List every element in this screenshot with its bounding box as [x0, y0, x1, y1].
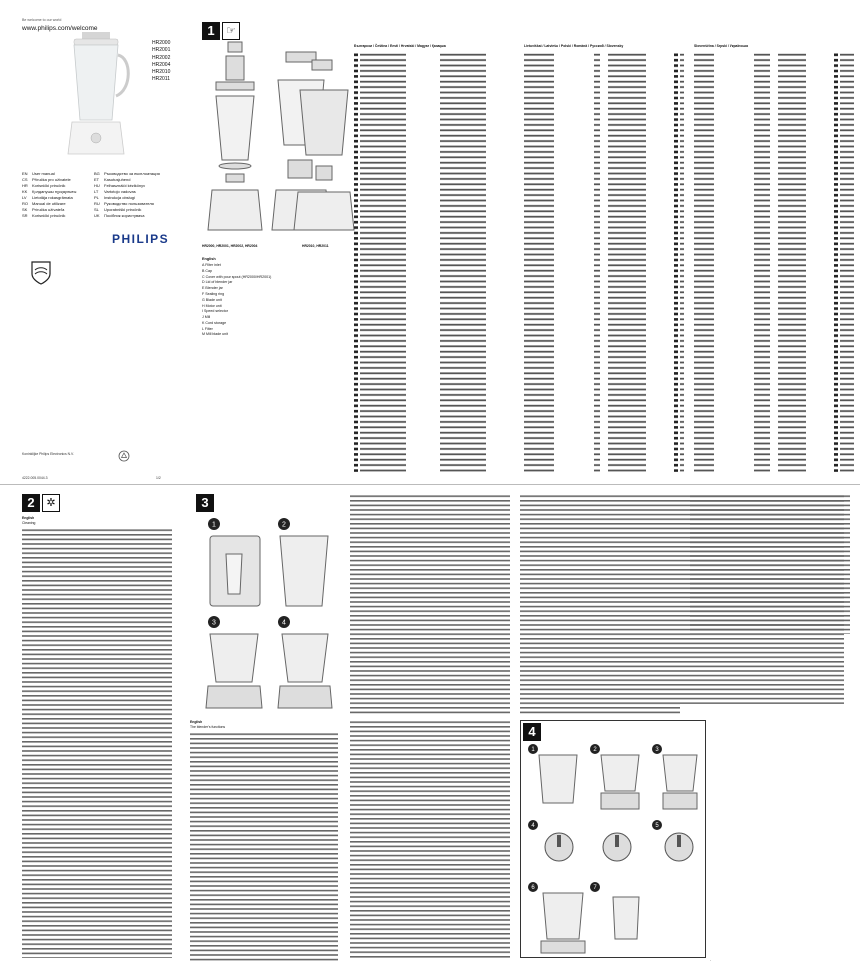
translation-columns: [354, 44, 854, 474]
text-lines-pattern: [680, 494, 856, 704]
english-parts-list: [202, 254, 282, 338]
url: www.philips.com/welcome: [22, 25, 98, 32]
model-list: [152, 40, 170, 84]
section-4: [520, 720, 706, 958]
translation-column-label: Български / Čeština / Eesti / Hrvatski / Magyar / Қазақша: [354, 44, 446, 48]
svg-text:4: 4: [531, 823, 535, 829]
usage-illustrations: [525, 743, 703, 955]
section-subtitle: The blender’s functions: [190, 725, 226, 729]
product-diagram-right: [290, 50, 360, 235]
svg-text:7: 7: [593, 885, 597, 891]
part-item: L Filter: [202, 326, 213, 331]
step-list: [710, 960, 711, 961]
section-number: 4: [523, 723, 541, 741]
product-diagram-left: [198, 40, 270, 235]
footer-code: 4222.005.0044.3: [22, 476, 48, 480]
model: HR2001: [152, 47, 171, 54]
section-number: 2: [22, 494, 40, 512]
language-row: HR Korisnički priručnik HU Felhasználói kézikönyv: [22, 183, 146, 188]
svg-text:6: 6: [531, 885, 535, 891]
section-1: [190, 0, 860, 484]
section-2: [0, 486, 190, 968]
language-row: RO Manual de utilizare RU Руководство пользователя: [22, 201, 154, 206]
section-3: [190, 486, 346, 968]
svg-text:1: 1: [531, 747, 535, 753]
section-3-languages-lower: [350, 716, 520, 968]
part-item: K Cord storage: [202, 320, 227, 325]
model: HR2000: [152, 40, 171, 46]
blender-photo: [52, 30, 142, 160]
svg-text:2: 2: [593, 747, 597, 753]
part-item: M Mill blade unit: [202, 332, 228, 337]
tagline: Be welcome to our world: [22, 18, 62, 22]
part-item: C Cover with pour spout (HR2000/HR2001): [202, 274, 272, 279]
assembly-illustrations: [196, 514, 342, 710]
address: Koninklijke Philips Electronics N.V.: [22, 452, 74, 456]
part-item: F Sealing ring: [202, 291, 225, 296]
section-title: English: [190, 720, 203, 724]
step-number: [710, 960, 711, 961]
text-lines-pattern: [22, 528, 182, 958]
part-item: I Speed selector: [202, 309, 228, 314]
section-number: 1: [202, 22, 220, 40]
text-lines-pattern: [190, 732, 346, 962]
brand-logo: PHILIPS: [112, 232, 170, 246]
part-item: H Motor unit: [202, 303, 222, 308]
section-number: 3: [196, 494, 214, 512]
english-heading: English: [202, 257, 216, 261]
language-row: KK Қолданушы нұсқаулығы LT Vartotojo vadovas: [22, 189, 136, 194]
translation-column-label: Lietuviškai / Latviešu / Polski / Română / Русский / Slovensky: [524, 44, 624, 48]
svg-text:5: 5: [655, 823, 659, 829]
cleaning-icon: ✲: [42, 494, 60, 512]
language-table: [22, 171, 182, 219]
part-item: J Mill: [202, 315, 211, 320]
part-item: E Blender jar: [202, 286, 223, 291]
part-item: D Lid of blender jar: [202, 280, 233, 285]
part-item: B Cap: [202, 268, 212, 273]
fold-divider: [0, 484, 860, 485]
model: HR2004: [152, 61, 171, 68]
philips-shield-icon: [30, 260, 52, 286]
caption-right: HR2010, HR2011: [302, 244, 329, 248]
part-item: G Blade unit: [202, 297, 222, 302]
svg-text:1: 1: [212, 521, 216, 529]
language-row: LV Lietotāja rokasgrāmata PL Instrukcja obsługi: [22, 195, 135, 200]
section-3-languages-right: [680, 486, 856, 716]
model: HR2002: [152, 54, 171, 61]
svg-text:4: 4: [282, 619, 286, 627]
text-lines-pattern: [354, 52, 854, 472]
model: HR2011: [152, 76, 170, 83]
svg-text:3: 3: [655, 747, 659, 753]
language-row: SR Korisnički priručnik UK Посібник користувача: [22, 213, 145, 218]
part-item: A Filter inlet: [202, 263, 221, 268]
footer-page: 1/2: [156, 476, 161, 480]
svg-text:3: 3: [212, 619, 216, 627]
translation-column-label: Slovenščina / Srpski / Українська: [694, 44, 748, 48]
overview-icon: ☞: [222, 22, 240, 40]
model: HR2010: [152, 69, 171, 75]
cover-panel: [0, 0, 190, 484]
caption-left: HR2000, HR2001, HR2002, HR2004: [202, 244, 258, 248]
language-row: EN User manual BG Ръководство за експлоатация: [22, 171, 160, 176]
language-row: CS Příručka pro uživatele ET Kasutusjuhend: [22, 177, 131, 182]
recycle-icon: [118, 450, 130, 462]
svg-text:2: 2: [282, 521, 286, 529]
section-title: English: [22, 516, 35, 520]
text-lines-pattern: [350, 720, 520, 960]
section-subtitle: Cleaning: [22, 521, 36, 525]
language-row: SK Príručka užívateľa SL Uporabniški priročnik: [22, 207, 142, 212]
